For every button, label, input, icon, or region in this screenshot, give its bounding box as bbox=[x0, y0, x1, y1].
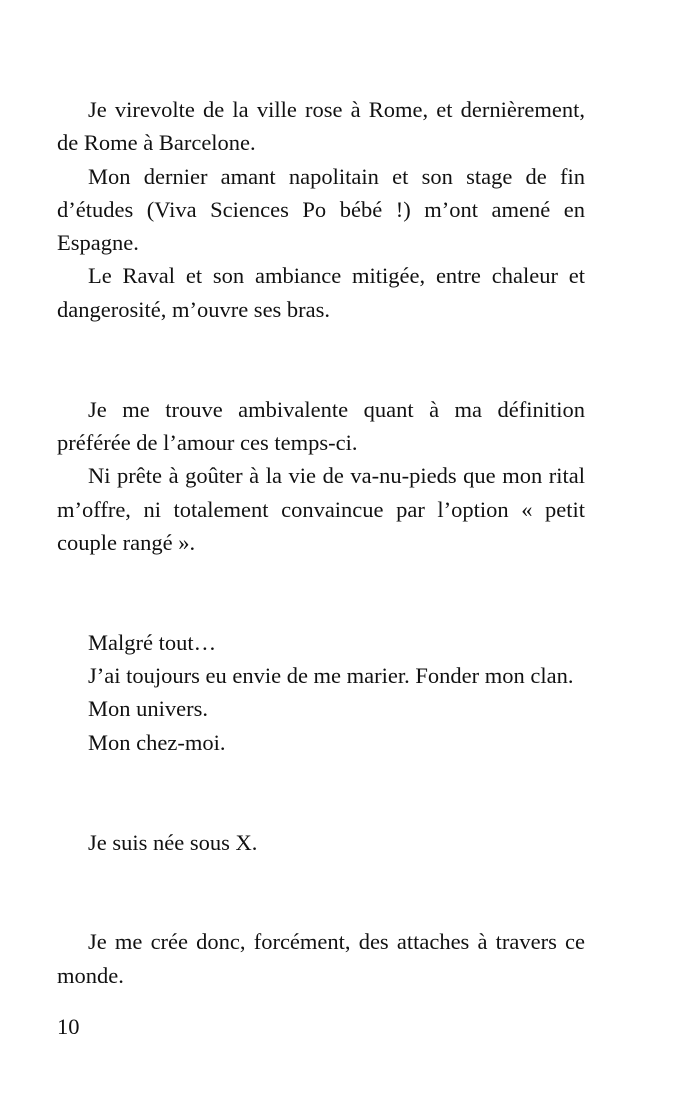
section-gap bbox=[57, 559, 585, 626]
page-body-text bbox=[57, 93, 585, 992]
paragraph: Le Raval et son ambiance mitigée, entre chaleur et dangerosité, m’ouvre ses bras. bbox=[57, 263, 585, 322]
paragraph: Je me trouve ambivalente quant à ma définition préférée de l’amour ces temps-ci. bbox=[57, 396, 585, 455]
paragraph: Mon dernier amant napolitain et son stage de fin d’études (Viva Sciences Po bébé !) m’ont amené en Espagne. bbox=[57, 163, 585, 256]
paragraph: Mon univers. bbox=[88, 696, 208, 722]
paragraph: J’ai toujours eu envie de me marier. Fonder mon clan. bbox=[88, 663, 574, 689]
paragraph: Je me crée donc, forcément, des attaches à travers ce monde. bbox=[57, 929, 585, 988]
section-gap bbox=[57, 326, 585, 393]
page-number: 10 bbox=[57, 1014, 80, 1039]
paragraph: Je suis née sous X. bbox=[88, 829, 258, 855]
section-gap bbox=[57, 759, 585, 826]
paragraph: Mon chez-moi. bbox=[88, 729, 226, 755]
paragraph: Je virevolte de la ville rose à Rome, et dernièrement, de Rome à Barcelone. bbox=[57, 97, 585, 156]
paragraph: Ni prête à goûter à la vie de va-nu-pieds que mon rital m’offre, ni totalement convaincue par l’option « petit couple rangé ». bbox=[57, 463, 585, 555]
section-gap bbox=[57, 859, 585, 926]
paragraph: Malgré tout… bbox=[88, 629, 217, 655]
